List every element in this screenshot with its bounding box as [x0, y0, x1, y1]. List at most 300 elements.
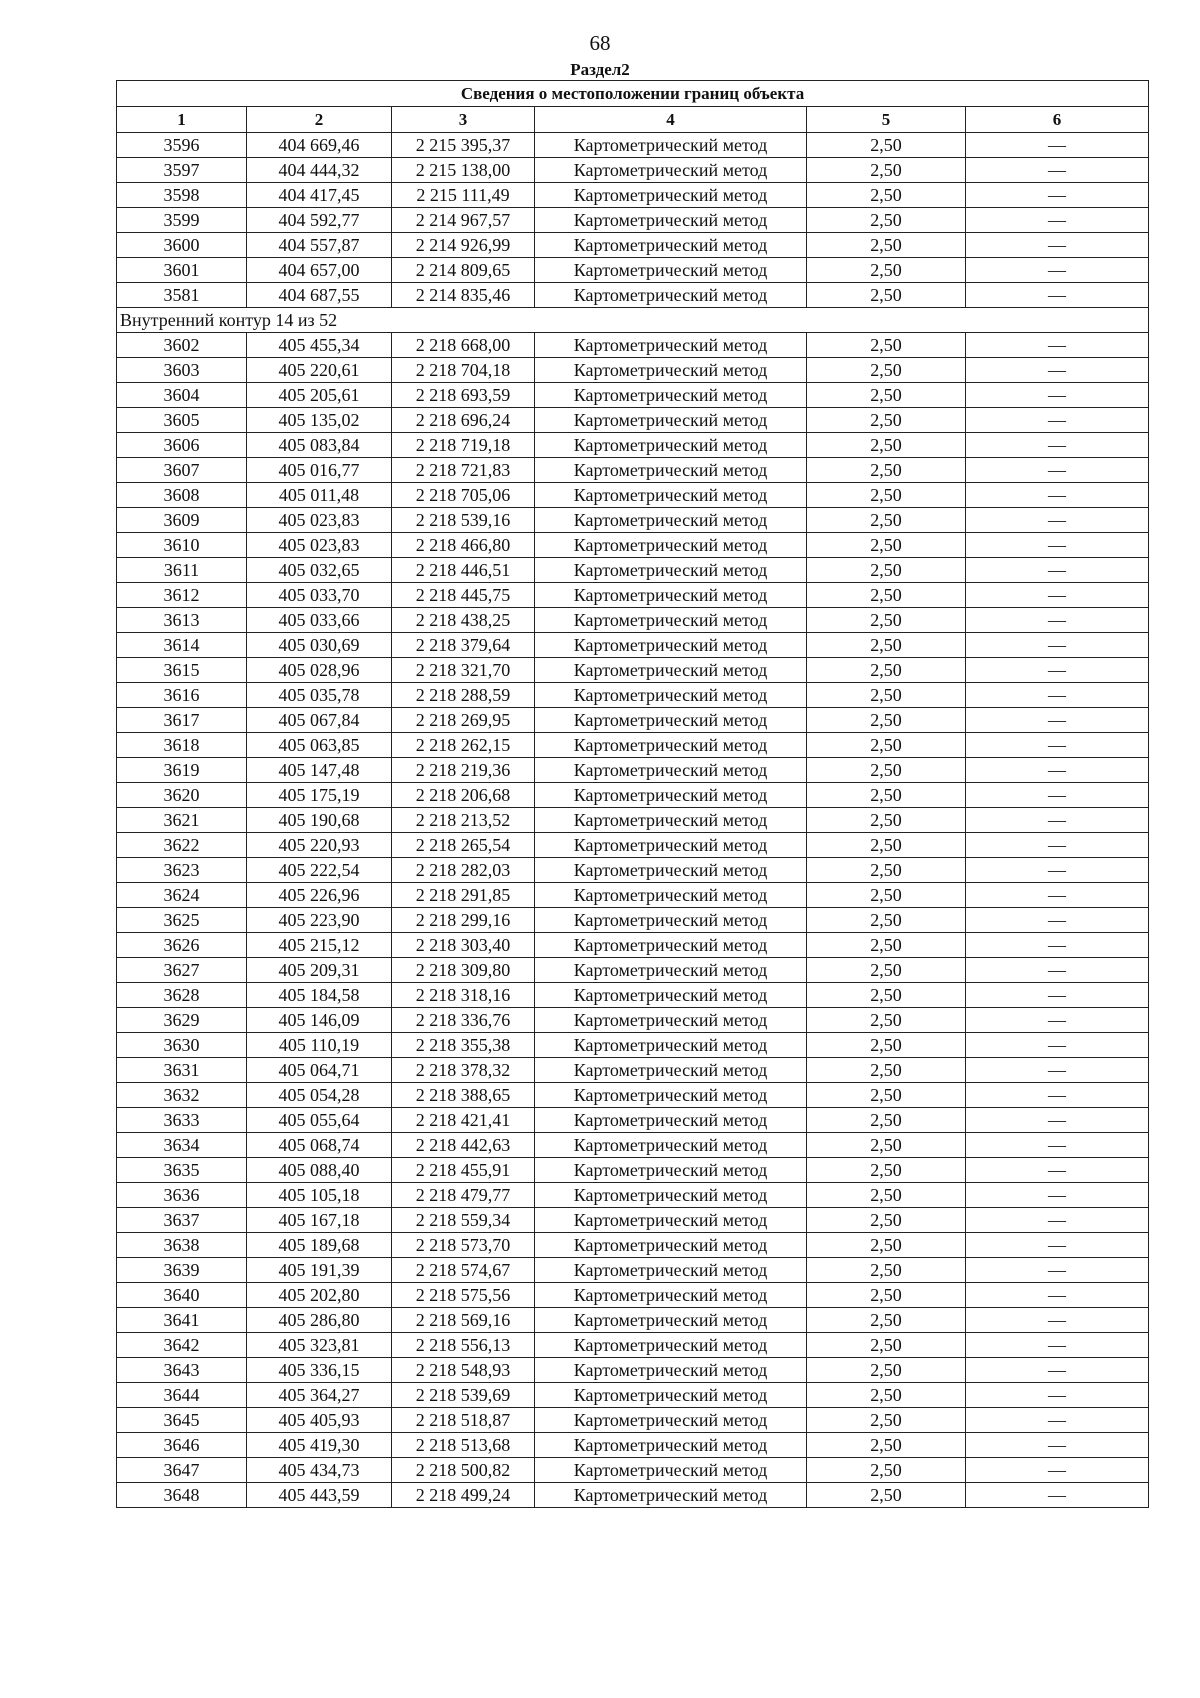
coordinate-y: 2 214 967,57: [392, 208, 535, 233]
table-row: [117, 208, 1149, 233]
table-row: [117, 708, 1149, 733]
coordinate-y: 2 218 705,06: [392, 483, 535, 508]
method-cell: Картометрический метод: [535, 1208, 807, 1233]
coordinate-x: 405 068,74: [247, 1133, 392, 1158]
table-row: [117, 258, 1149, 283]
coordinate-y: 2 218 513,68: [392, 1433, 535, 1458]
column-header-3: 3: [392, 107, 535, 133]
point-number: 3632: [117, 1083, 247, 1108]
accuracy-cell: 2,50: [807, 483, 966, 508]
empty-cell: [966, 1083, 1149, 1108]
empty-cell: [966, 1233, 1149, 1258]
coordinate-y: 2 218 388,65: [392, 1083, 535, 1108]
dash-mark: —: [1048, 1235, 1067, 1255]
empty-cell: [966, 1033, 1149, 1058]
coordinate-x: 405 202,80: [247, 1283, 392, 1308]
accuracy-cell: 2,50: [807, 1333, 966, 1358]
empty-cell: [966, 1358, 1149, 1383]
coordinate-y: 2 218 262,15: [392, 733, 535, 758]
coordinate-x: 405 189,68: [247, 1233, 392, 1258]
coordinate-x: 404 669,46: [247, 133, 392, 158]
empty-cell: [966, 858, 1149, 883]
empty-cell: [966, 433, 1149, 458]
accuracy-cell: 2,50: [807, 1383, 966, 1408]
coordinate-y: 2 218 455,91: [392, 1158, 535, 1183]
table-row: [117, 558, 1149, 583]
empty-cell: [966, 458, 1149, 483]
method-cell: Картометрический метод: [535, 983, 807, 1008]
table-row: [117, 1483, 1149, 1508]
accuracy-cell: 2,50: [807, 633, 966, 658]
accuracy-cell: 2,50: [807, 1208, 966, 1233]
table-row: [117, 1333, 1149, 1358]
table-row: [117, 358, 1149, 383]
coordinate-x: 405 067,84: [247, 708, 392, 733]
method-cell: Картометрический метод: [535, 1458, 807, 1483]
table-row: [117, 783, 1149, 808]
method-cell: Картометрический метод: [535, 1358, 807, 1383]
method-cell: Картометрический метод: [535, 408, 807, 433]
dash-mark: —: [1048, 160, 1067, 180]
table-row: [117, 858, 1149, 883]
point-number: 3607: [117, 458, 247, 483]
point-number: 3622: [117, 833, 247, 858]
column-header-2: 2: [247, 107, 392, 133]
dash-mark: —: [1048, 910, 1067, 930]
method-cell: Картометрический метод: [535, 708, 807, 733]
method-cell: Картометрический метод: [535, 158, 807, 183]
table-caption-row: [117, 81, 1149, 107]
point-number: 3627: [117, 958, 247, 983]
accuracy-cell: 2,50: [807, 808, 966, 833]
coordinate-x: 404 557,87: [247, 233, 392, 258]
coordinate-x: 405 033,70: [247, 583, 392, 608]
accuracy-cell: 2,50: [807, 1283, 966, 1308]
accuracy-cell: 2,50: [807, 1008, 966, 1033]
dash-mark: —: [1048, 960, 1067, 980]
table-row: [117, 1358, 1149, 1383]
coordinate-y: 2 218 213,52: [392, 808, 535, 833]
point-number: 3634: [117, 1133, 247, 1158]
coordinate-x: 405 226,96: [247, 883, 392, 908]
method-cell: Картометрический метод: [535, 1083, 807, 1108]
coordinate-x: 405 028,96: [247, 658, 392, 683]
coordinate-x: 405 147,48: [247, 758, 392, 783]
dash-mark: —: [1048, 1260, 1067, 1280]
coordinate-y: 2 218 500,82: [392, 1458, 535, 1483]
dash-mark: —: [1048, 1335, 1067, 1355]
accuracy-cell: 2,50: [807, 908, 966, 933]
accuracy-cell: 2,50: [807, 1483, 966, 1508]
dash-mark: —: [1048, 510, 1067, 530]
coordinate-y: 2 218 288,59: [392, 683, 535, 708]
coordinate-y: 2 218 559,34: [392, 1208, 535, 1233]
empty-cell: [966, 1383, 1149, 1408]
page-number: 68: [589, 31, 611, 55]
accuracy-cell: 2,50: [807, 933, 966, 958]
coordinate-x: 405 336,15: [247, 1358, 392, 1383]
method-cell: Картометрический метод: [535, 558, 807, 583]
coordinate-x: 405 190,68: [247, 808, 392, 833]
accuracy-cell: 2,50: [807, 508, 966, 533]
dash-mark: —: [1048, 785, 1067, 805]
coordinate-y: 2 218 355,38: [392, 1033, 535, 1058]
point-number: 3625: [117, 908, 247, 933]
coordinate-y: 2 218 438,25: [392, 608, 535, 633]
point-number: 3629: [117, 1008, 247, 1033]
accuracy-cell: 2,50: [807, 1358, 966, 1383]
coordinate-y: 2 218 378,32: [392, 1058, 535, 1083]
table-row: [117, 1133, 1149, 1158]
coordinate-x: 405 419,30: [247, 1433, 392, 1458]
method-cell: Картометрический метод: [535, 733, 807, 758]
empty-cell: [966, 633, 1149, 658]
table-row: [117, 333, 1149, 358]
dash-mark: —: [1048, 685, 1067, 705]
coordinate-x: 405 222,54: [247, 858, 392, 883]
dash-mark: —: [1048, 1460, 1067, 1480]
method-cell: Картометрический метод: [535, 758, 807, 783]
table-row: [117, 1308, 1149, 1333]
coordinate-y: 2 218 303,40: [392, 933, 535, 958]
point-number: 3635: [117, 1158, 247, 1183]
accuracy-cell: 2,50: [807, 283, 966, 308]
coordinate-y: 2 218 548,93: [392, 1358, 535, 1383]
method-cell: Картометрический метод: [535, 208, 807, 233]
point-number: 3597: [117, 158, 247, 183]
point-number: 3631: [117, 1058, 247, 1083]
coordinate-x: 405 105,18: [247, 1183, 392, 1208]
accuracy-cell: 2,50: [807, 1033, 966, 1058]
coordinate-y: 2 218 446,51: [392, 558, 535, 583]
table-row: [117, 608, 1149, 633]
method-cell: Картометрический метод: [535, 608, 807, 633]
coordinate-x: 405 023,83: [247, 533, 392, 558]
table-row: [117, 1258, 1149, 1283]
point-number: 3618: [117, 733, 247, 758]
point-number: 3599: [117, 208, 247, 233]
coordinate-y: 2 214 809,65: [392, 258, 535, 283]
empty-cell: [966, 958, 1149, 983]
column-header-6: 6: [966, 107, 1149, 133]
point-number: 3623: [117, 858, 247, 883]
table-row: [117, 1158, 1149, 1183]
dash-mark: —: [1048, 1285, 1067, 1305]
method-cell: Картометрический метод: [535, 1233, 807, 1258]
coordinate-x: 404 417,45: [247, 183, 392, 208]
rows-after-contour: [117, 333, 1149, 1508]
table-row: [117, 183, 1149, 208]
empty-cell: [966, 1183, 1149, 1208]
coordinate-x: 405 205,61: [247, 383, 392, 408]
coordinate-x: 405 220,61: [247, 358, 392, 383]
table-row: [117, 683, 1149, 708]
empty-cell: [966, 683, 1149, 708]
accuracy-cell: 2,50: [807, 883, 966, 908]
method-cell: Картометрический метод: [535, 1283, 807, 1308]
accuracy-cell: 2,50: [807, 783, 966, 808]
empty-cell: [966, 933, 1149, 958]
dash-mark: —: [1048, 1135, 1067, 1155]
empty-cell: [966, 1108, 1149, 1133]
table-row: [117, 758, 1149, 783]
coordinate-y: 2 218 696,24: [392, 408, 535, 433]
table-row: [117, 883, 1149, 908]
empty-cell: [966, 983, 1149, 1008]
table-row: [117, 458, 1149, 483]
table-row: [117, 1033, 1149, 1058]
table-row: [117, 233, 1149, 258]
accuracy-cell: 2,50: [807, 833, 966, 858]
table-row: [117, 808, 1149, 833]
coordinate-y: 2 218 569,16: [392, 1308, 535, 1333]
empty-cell: [966, 608, 1149, 633]
empty-cell: [966, 1483, 1149, 1508]
dash-mark: —: [1048, 760, 1067, 780]
dash-mark: —: [1048, 335, 1067, 355]
coordinate-x: 405 033,66: [247, 608, 392, 633]
method-cell: Картометрический метод: [535, 808, 807, 833]
method-cell: Картометрический метод: [535, 1008, 807, 1033]
empty-cell: [966, 483, 1149, 508]
coordinate-y: 2 218 336,76: [392, 1008, 535, 1033]
table-row: [117, 1058, 1149, 1083]
empty-cell: [966, 1158, 1149, 1183]
table-row: [117, 933, 1149, 958]
point-number: 3605: [117, 408, 247, 433]
point-number: 3628: [117, 983, 247, 1008]
empty-cell: [966, 508, 1149, 533]
method-cell: Картометрический метод: [535, 258, 807, 283]
table-row: [117, 658, 1149, 683]
accuracy-cell: 2,50: [807, 1133, 966, 1158]
column-header-5: 5: [807, 107, 966, 133]
dash-mark: —: [1048, 235, 1067, 255]
table-row: [117, 733, 1149, 758]
dash-mark: —: [1048, 1435, 1067, 1455]
method-cell: Картометрический метод: [535, 283, 807, 308]
method-cell: Картометрический метод: [535, 833, 807, 858]
accuracy-cell: 2,50: [807, 1083, 966, 1108]
point-number: 3598: [117, 183, 247, 208]
method-cell: Картометрический метод: [535, 1108, 807, 1133]
coordinate-x: 405 167,18: [247, 1208, 392, 1233]
coordinate-x: 405 054,28: [247, 1083, 392, 1108]
dash-mark: —: [1048, 1210, 1067, 1230]
accuracy-cell: 2,50: [807, 608, 966, 633]
empty-cell: [966, 1208, 1149, 1233]
empty-cell: [966, 758, 1149, 783]
accuracy-cell: 2,50: [807, 1433, 966, 1458]
dash-mark: —: [1048, 1060, 1067, 1080]
coordinate-y: 2 218 704,18: [392, 358, 535, 383]
table-row: [117, 958, 1149, 983]
dash-mark: —: [1048, 1360, 1067, 1380]
method-cell: Картометрический метод: [535, 858, 807, 883]
coordinate-y: 2 218 269,95: [392, 708, 535, 733]
method-cell: Картометрический метод: [535, 233, 807, 258]
accuracy-cell: 2,50: [807, 758, 966, 783]
coordinate-x: 405 023,83: [247, 508, 392, 533]
coordinate-x: 405 191,39: [247, 1258, 392, 1283]
column-number-row: [117, 107, 1149, 133]
accuracy-cell: 2,50: [807, 558, 966, 583]
accuracy-cell: 2,50: [807, 158, 966, 183]
dash-mark: —: [1048, 360, 1067, 380]
coordinate-x: 405 364,27: [247, 1383, 392, 1408]
empty-cell: [966, 333, 1149, 358]
coordinate-y: 2 218 574,67: [392, 1258, 535, 1283]
dash-mark: —: [1048, 460, 1067, 480]
table-row: [117, 1383, 1149, 1408]
table-row: [117, 383, 1149, 408]
method-cell: Картометрический метод: [535, 183, 807, 208]
method-cell: Картометрический метод: [535, 358, 807, 383]
table-row: [117, 833, 1149, 858]
point-number: 3640: [117, 1283, 247, 1308]
method-cell: Картометрический метод: [535, 1058, 807, 1083]
accuracy-cell: 2,50: [807, 958, 966, 983]
dash-mark: —: [1048, 210, 1067, 230]
point-number: 3614: [117, 633, 247, 658]
point-number: 3621: [117, 808, 247, 833]
table-row: [117, 1233, 1149, 1258]
dash-mark: —: [1048, 585, 1067, 605]
coordinate-y: 2 218 321,70: [392, 658, 535, 683]
point-number: 3645: [117, 1408, 247, 1433]
coordinate-x: 405 434,73: [247, 1458, 392, 1483]
table-row: [117, 583, 1149, 608]
coordinate-x: 404 657,00: [247, 258, 392, 283]
method-cell: Картометрический метод: [535, 383, 807, 408]
accuracy-cell: 2,50: [807, 458, 966, 483]
coordinate-x: 404 444,32: [247, 158, 392, 183]
accuracy-cell: 2,50: [807, 1458, 966, 1483]
accuracy-cell: 2,50: [807, 583, 966, 608]
coordinate-x: 405 209,31: [247, 958, 392, 983]
point-number: 3624: [117, 883, 247, 908]
dash-mark: —: [1048, 885, 1067, 905]
point-number: 3601: [117, 258, 247, 283]
empty-cell: [966, 1408, 1149, 1433]
dash-mark: —: [1048, 135, 1067, 155]
method-cell: Картометрический метод: [535, 1333, 807, 1358]
method-cell: Картометрический метод: [535, 883, 807, 908]
table-row: [117, 1208, 1149, 1233]
coordinate-y: 2 218 442,63: [392, 1133, 535, 1158]
empty-cell: [966, 1258, 1149, 1283]
empty-cell: [966, 1333, 1149, 1358]
dash-mark: —: [1048, 485, 1067, 505]
coordinate-y: 2 218 479,77: [392, 1183, 535, 1208]
coordinate-y: 2 218 518,87: [392, 1408, 535, 1433]
accuracy-cell: 2,50: [807, 1258, 966, 1283]
table-row: [117, 533, 1149, 558]
coordinate-x: 405 443,59: [247, 1483, 392, 1508]
method-cell: Картометрический метод: [535, 433, 807, 458]
empty-cell: [966, 1308, 1149, 1333]
table-row: [117, 1083, 1149, 1108]
empty-cell: [966, 1283, 1149, 1308]
method-cell: Картометрический метод: [535, 958, 807, 983]
coordinate-x: 405 135,02: [247, 408, 392, 433]
point-number: 3604: [117, 383, 247, 408]
coordinate-y: 2 218 265,54: [392, 833, 535, 858]
empty-cell: [966, 158, 1149, 183]
empty-cell: [966, 733, 1149, 758]
point-number: 3581: [117, 283, 247, 308]
dash-mark: —: [1048, 635, 1067, 655]
coordinate-x: 405 016,77: [247, 458, 392, 483]
dash-mark: —: [1048, 560, 1067, 580]
point-number: 3609: [117, 508, 247, 533]
point-number: 3626: [117, 933, 247, 958]
contour-label: Внутренний контур 14 из 52: [117, 308, 1149, 333]
empty-cell: [966, 1458, 1149, 1483]
table-row: [117, 433, 1149, 458]
accuracy-cell: 2,50: [807, 1183, 966, 1208]
accuracy-cell: 2,50: [807, 858, 966, 883]
coordinate-x: 405 055,64: [247, 1108, 392, 1133]
coordinate-y: 2 218 499,24: [392, 1483, 535, 1508]
coordinate-x: 405 455,34: [247, 333, 392, 358]
empty-cell: [966, 658, 1149, 683]
dash-mark: —: [1048, 710, 1067, 730]
point-number: 3600: [117, 233, 247, 258]
accuracy-cell: 2,50: [807, 1408, 966, 1433]
empty-cell: [966, 208, 1149, 233]
method-cell: Картометрический метод: [535, 1433, 807, 1458]
empty-cell: [966, 558, 1149, 583]
dash-mark: —: [1048, 1160, 1067, 1180]
coordinate-x: 405 011,48: [247, 483, 392, 508]
empty-cell: [966, 533, 1149, 558]
dash-mark: —: [1048, 260, 1067, 280]
empty-cell: [966, 133, 1149, 158]
method-cell: Картометрический метод: [535, 533, 807, 558]
point-number: 3617: [117, 708, 247, 733]
point-number: 3643: [117, 1358, 247, 1383]
empty-cell: [966, 1133, 1149, 1158]
empty-cell: [966, 808, 1149, 833]
accuracy-cell: 2,50: [807, 733, 966, 758]
coordinate-x: 405 063,85: [247, 733, 392, 758]
empty-cell: [966, 583, 1149, 608]
accuracy-cell: 2,50: [807, 333, 966, 358]
point-number: 3612: [117, 583, 247, 608]
accuracy-cell: 2,50: [807, 258, 966, 283]
coordinate-y: 2 218 291,85: [392, 883, 535, 908]
accuracy-cell: 2,50: [807, 1233, 966, 1258]
empty-cell: [966, 833, 1149, 858]
dash-mark: —: [1048, 1035, 1067, 1055]
table-caption: Сведения о местоположении границ объекта: [117, 81, 1149, 107]
method-cell: Картометрический метод: [535, 1158, 807, 1183]
point-number: 3596: [117, 133, 247, 158]
dash-mark: —: [1048, 385, 1067, 405]
coordinate-x: 405 064,71: [247, 1058, 392, 1083]
empty-cell: [966, 283, 1149, 308]
method-cell: Картометрический метод: [535, 683, 807, 708]
method-cell: Картометрический метод: [535, 1408, 807, 1433]
coordinate-y: 2 218 206,68: [392, 783, 535, 808]
point-number: 3613: [117, 608, 247, 633]
coordinate-y: 2 218 309,80: [392, 958, 535, 983]
empty-cell: [966, 383, 1149, 408]
accuracy-cell: 2,50: [807, 408, 966, 433]
point-number: 3647: [117, 1458, 247, 1483]
method-cell: Картометрический метод: [535, 633, 807, 658]
